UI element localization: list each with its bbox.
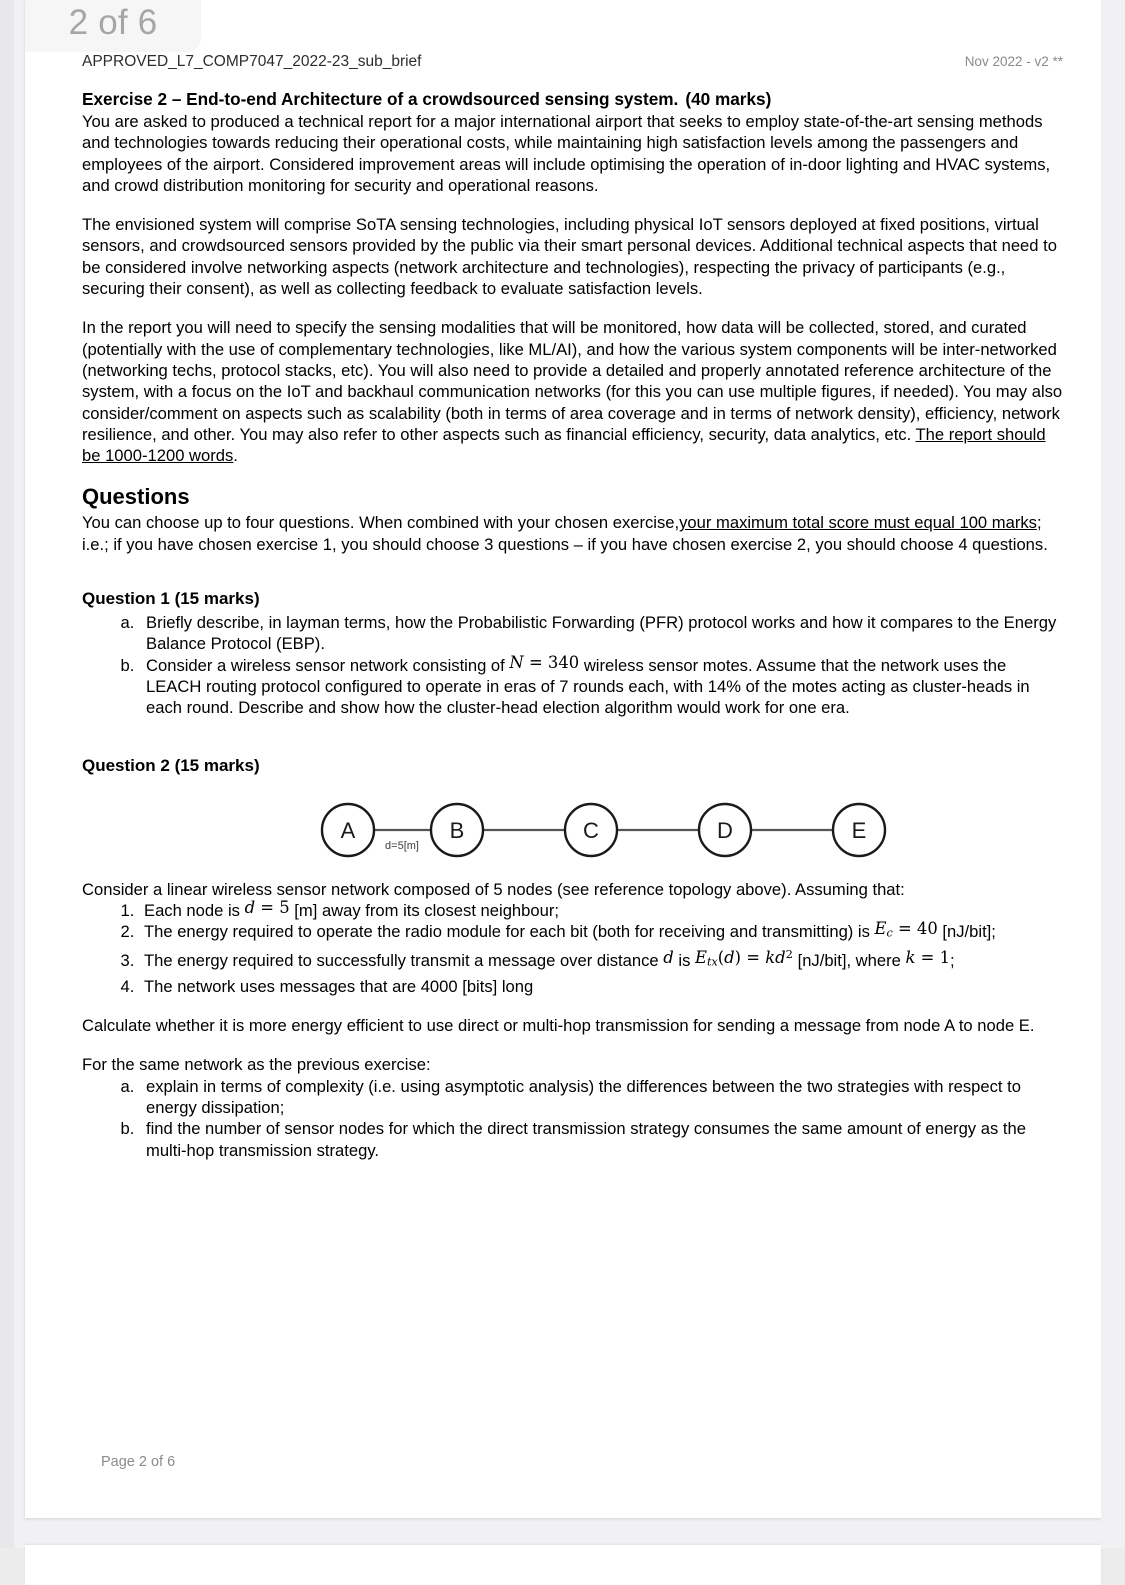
network-topology-figure [82,795,1064,865]
exercise-title-text: Exercise 2 – End-to-end Architecture of a crowdsourced sensing system. [82,89,679,109]
topology-diagram [82,795,1064,865]
assumption-1 [139,897,1064,921]
question-2-same-network-intro: For the same network as the previous exercise: [82,1055,431,1075]
node-label-e: E [851,817,867,843]
assumption-1-part2: [m] away from its closest neighbour; [294,900,559,920]
node-label-d: D [717,817,733,843]
question-1-item-b-part2: wireless sensor motes. Assume that the network uses the LEACH routing protocol configured to operate in eras of 7 rounds each, with 14% of the motes acting as cluster-heads in each round. Describe and show how the cluster-head election algorithm would work for one era. [146,655,1030,718]
math-var-d: d [663,948,674,968]
question-2-assumptions [82,897,1064,997]
document-page [25,0,1101,1518]
question-2-intro: Consider a linear wireless sensor network composed of 5 nodes (see reference topology above). Assuming that: [82,879,905,899]
question-1-item-a: a. Briefly describe, in layman terms, how the Probabilistic Forwarding (PFR) protocol works and how it compares to the Energy Balance Protocol (EBP). [139,612,1064,655]
assumption-3 [139,947,1064,976]
exercise-paragraph-3-text: In the report you will need to specify the sensing modalities that will be monitored, how data will be collected, stored, and curated (potentially with the use of complementary technologies, like ML/AI), and how the various system components will be inter-networked (networking techs, protocol stacks, etc). You will also need to provide a detailed and properly annotated reference architecture of the system, with a focus on the IoT and backhaul communication networks (for this you can use multiple figures, if needed). You may also consider/comment on aspects such as scalability (both in terms of area coverage and in terms of network density), efficiency, network resilience, and other. You may also refer to other aspects such as financial efficiency, security, data analytics, etc. [82,318,1063,444]
math-N-equals-340: N = 340 [509,652,580,672]
document-body [82,88,1064,1161]
node-label-a: A [340,817,356,843]
page-indicator-badge: 2 of 6 [25,0,201,52]
next-document-page [25,1545,1101,1585]
math-k-equals-1: k = 1 [905,948,951,968]
node-label-c: C [583,817,599,843]
header-revision: Nov 2022 - v2 ** [964,54,1063,69]
viewer-right-gutter[interactable] [1101,0,1125,1548]
questions-intro [82,512,1064,555]
question-2-item-b: b. find the number of sensor nodes for which the direct transmission strategy consumes the same amount of energy as the multi-hop transmission strategy. [139,1118,1064,1161]
node-label-b: B [449,817,465,843]
questions-intro-part2: ; i.e.; if you have chosen exercise 1, you should choose 3 questions – if you have chosen exercise 2, you should choose 4 questions. [82,513,1048,554]
header-doc-name: APPROVED_L7_COMP7047_2022-23_sub_brief [82,53,422,70]
max-score-requirement: your maximum total score must equal 100 marks [679,513,1037,533]
exercise-marks: (40 marks) [685,89,772,109]
question-1-title: Question 1 (15 marks) [82,589,260,609]
exercise-paragraph-1: You are asked to produced a technical report for a major international airport that seeks to employ state-of-the-art sensing methods and technologies towards reducing their operational costs, while maintaining high satisfaction levels among the passengers and employees of the airport. Considered improvement areas will include optimising the operation of in-door lighting and HVAC systems, and crowd distribution monitoring for security and operational reasons. [82,112,1051,195]
assumption-2-part1: The energy required to operate the radio module for each bit (both for receiving and transmitting) is [144,922,870,942]
assumption-1-part1: Each node is [144,900,240,920]
question-2-title: Question 2 (15 marks) [82,755,260,775]
math-Ec-equals-40: $E_c = 40$ [874,919,938,940]
question-1-item-b [139,652,1064,719]
question-1-item-b-part1: Consider a wireless sensor network consisting of [146,655,505,675]
assumption-4: 4. The network uses messages that are 4000 [bits] long [139,976,1064,997]
exercise-title [82,88,1064,110]
assumption-3-part1: The energy required to successfully transmit a message over distance [144,951,659,971]
page-footer: Page 2 of 6 [101,1454,176,1470]
exercise-paragraph-2: The envisioned system will comprise SoTA sensing technologies, including physical IoT sensors deployed at fixed positions, virtual sensors, and crowdsourced sensors provided by the public via their smart personal devices. Additional technical aspects that need to be considered involve networking aspects (network architecture and technologies), respecting the privacy of participants (e.g., securing their consent), as well as collecting feedback to evaluate satisfaction levels. [82,215,1057,299]
assumption-2 [139,921,1064,947]
document-header [82,53,1063,71]
question-1-list [82,612,1064,718]
question-2-calculate: Calculate whether it is more energy efficient to use direct or multi-hop transmission for sending a message from node A to node E. [82,1016,1035,1036]
exercise-paragraph-3-end: . [233,446,238,466]
exercise-paragraph-3 [82,317,1064,466]
question-2-item-a: a. explain in terms of complexity (i.e. using asymptotic analysis) the differences between the two strategies with respect to energy dissipation; [139,1076,1064,1119]
math-d-equals-5: d = 5 [244,897,290,917]
assumption-2-part2: [nJ/bit]; [942,922,996,942]
word-count-requirement: The report should be 1000-1200 words [82,424,1046,466]
questions-heading: Questions [82,484,190,510]
assumption-3-part2: is [678,951,691,971]
questions-intro-part1: You can choose up to four questions. When combined with your chosen exercise, [82,513,680,533]
math-Etx-formula: $E_{tx}(d) = kd^2$ [695,946,793,969]
question-2-subparts [82,1076,1064,1161]
assumption-3-part4: ; [950,951,955,971]
assumption-3-part3: [nJ/bit], where [797,951,901,971]
topology-distance-label: d=5[m] [385,839,419,852]
